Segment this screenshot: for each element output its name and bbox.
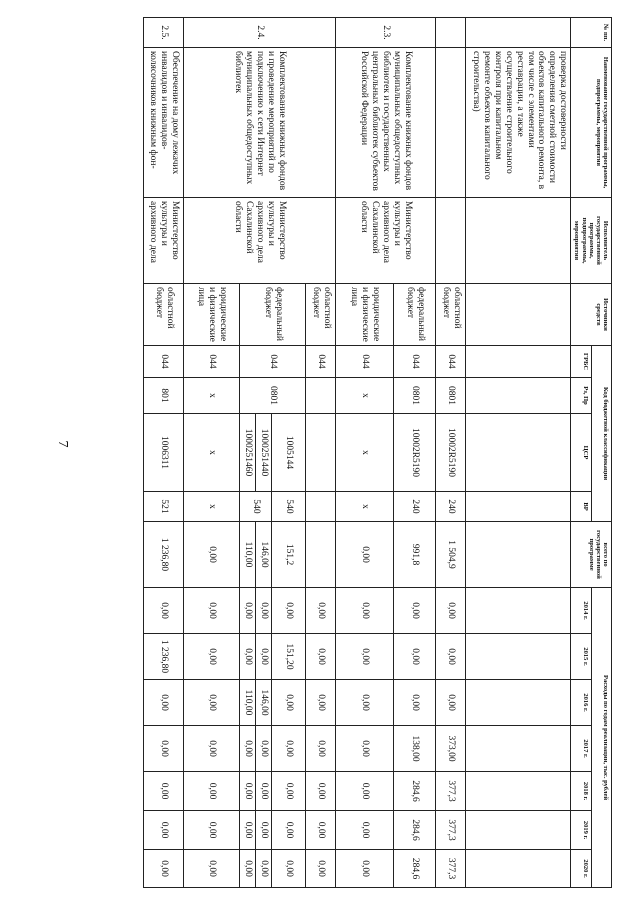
cell-grbs: 044 [336, 346, 394, 378]
cell-year: 0,00 [306, 811, 336, 850]
cell-year: 0,00 [336, 850, 394, 888]
header-year-2020: 2020 г. [571, 850, 591, 888]
header-year-2018: 2018 г. [571, 772, 591, 811]
header-year-2016: 2016 г. [571, 680, 591, 726]
cell-vr: 540 [240, 492, 272, 522]
cell-year: 0,00 [272, 680, 306, 726]
cell-num [466, 18, 571, 48]
cell-year: 1 236,80 [144, 634, 184, 680]
cell-executor [466, 198, 571, 284]
cell-year: 0,00 [272, 811, 306, 850]
cell-year: 0,00 [144, 772, 184, 811]
cell-name: проверка достоверности определения сметной стоимости объектов капитального ремонта, в том числе с элементами реставрации, а также осуществление строительного контроля при капитальном ремонте объектов капитального строительства) [466, 48, 571, 198]
cell-year: 0,00 [394, 588, 436, 634]
cell-rzpr: 0801 [394, 378, 436, 414]
header-year-2015: 2015 г. [571, 634, 591, 680]
cell-year: 0,00 [336, 772, 394, 811]
header-year-2017: 2017 г. [571, 726, 591, 772]
cell-year: 0,00 [336, 588, 394, 634]
cell-total: 1 504,9 [436, 522, 466, 588]
header-year-2014: 2014 г. [571, 588, 591, 634]
cell-year: 0,00 [256, 726, 272, 772]
cell-year: 377,3 [436, 811, 466, 850]
cell-rzpr: 801 [144, 378, 184, 414]
cell-year: 0,00 [184, 634, 240, 680]
cell-year: 0,00 [336, 680, 394, 726]
cell-source: федеральный бюджет [240, 284, 306, 346]
cell-source: областной бюджет [436, 284, 466, 346]
cell-year: 0,00 [306, 850, 336, 888]
cell-year: 0,00 [184, 850, 240, 888]
cell-year: 0,00 [184, 726, 240, 772]
cell-executor: Министерство культуры и архивного дела Сахалинской области [184, 198, 336, 284]
budget-table [143, 17, 612, 888]
cell-vr: 521 [144, 492, 184, 522]
header-budget-code: Код бюджетной классификации [591, 346, 611, 522]
cell-year: 0,00 [306, 726, 336, 772]
cell-total: 0,00 [336, 522, 394, 588]
header-year-2019: 2019 г. [571, 811, 591, 850]
cell-rzpr: x [336, 378, 394, 414]
header-name: Наименование государственной программы, подпрограммы, мероприятия [571, 48, 612, 198]
cell-vr: x [184, 492, 240, 522]
cell-year: 0,00 [306, 772, 336, 811]
cell-year: 0,00 [240, 634, 256, 680]
cell-total: 110,00 [240, 522, 256, 588]
cell-year: 110,00 [240, 680, 256, 726]
cell-csr: 1000251460 [240, 414, 256, 492]
cell-year: 0,00 [240, 772, 256, 811]
cell-total: 151,2 [272, 522, 306, 588]
header-num: № пп. [571, 18, 612, 48]
cell-grbs: 044 [436, 346, 466, 378]
cell-year: 0,00 [144, 811, 184, 850]
cell-csr [306, 414, 336, 492]
cell-csr: 1000251440 [256, 414, 272, 492]
cell-year: 146,00 [256, 680, 272, 726]
cell-year: 0,00 [306, 680, 336, 726]
cell-year: 0,00 [436, 680, 466, 726]
cell-grbs: 044 [144, 346, 184, 378]
cell-year: 0,00 [184, 811, 240, 850]
cell-num: 2.3. [336, 18, 436, 48]
table-row [436, 18, 466, 888]
cell-csr: x [336, 414, 394, 492]
cell-source: юридические и физические лица [336, 284, 394, 346]
cell-grbs: 044 [394, 346, 436, 378]
cell-year: 0,00 [144, 588, 184, 634]
cell-source: областной бюджет [306, 284, 336, 346]
header-csr: ЦСР [571, 414, 591, 492]
cell-year: 0,00 [240, 588, 256, 634]
cell-source [466, 284, 571, 346]
cell-year: 0,00 [184, 588, 240, 634]
table-row [394, 18, 436, 888]
cell-vr: x [336, 492, 394, 522]
cell-year: 0,00 [336, 726, 394, 772]
cell-grbs: 044 [306, 346, 336, 378]
cell-year: 284,6 [394, 772, 436, 811]
cell-csr: 1005144 [272, 414, 306, 492]
cell-name: Комплектование книжных фондов муниципальных общедоступных библиотек и государственных центральных библиотек субъектов Российской Федерации [336, 48, 436, 198]
cell-total: 991,8 [394, 522, 436, 588]
cell-year: 0,00 [394, 634, 436, 680]
cell-csr: x [184, 414, 240, 492]
cell-year: 0,00 [336, 811, 394, 850]
cell-vr: 540 [272, 492, 306, 522]
cell-year: 284,6 [394, 850, 436, 888]
header-row-1 [591, 18, 611, 888]
cell-year: 0,00 [336, 634, 394, 680]
cell-year: 0,00 [256, 634, 272, 680]
cell-year: 0,00 [272, 850, 306, 888]
cell-year: 0,00 [144, 680, 184, 726]
header-total: всего по государственной программе [571, 522, 612, 588]
cell-year: 0,00 [240, 726, 256, 772]
cell-source: федеральный бюджет [394, 284, 436, 346]
cell-source: юридические и физические лица [184, 284, 240, 346]
header-years-group: Расходы по годам реализации, тыс. рублей [591, 588, 611, 888]
header-source: Источники средств [571, 284, 612, 346]
cell-vr: 240 [394, 492, 436, 522]
cell-year: 377,3 [436, 772, 466, 811]
cell-year: 0,00 [240, 811, 256, 850]
cell-num: 2.4. [184, 18, 336, 48]
cell-total: 146,00 [256, 522, 272, 588]
cell-year: 0,00 [306, 588, 336, 634]
cell-rzpr: 0801 [240, 378, 306, 414]
cell-total [306, 522, 336, 588]
table-row [144, 18, 184, 888]
cell-year: 373,00 [436, 726, 466, 772]
cell-source: областной бюджет [144, 284, 184, 346]
cell-year: 0,00 [240, 850, 256, 888]
page-number: 7 [55, 440, 70, 448]
cell-rzpr: x [184, 378, 240, 414]
table-row-continuation [466, 18, 571, 888]
cell-total: 0,00 [184, 522, 240, 588]
header-grbs: ГРБС [571, 346, 591, 378]
header-executor: Исполнитель государственной программы, подпрограммы, мероприятия [571, 198, 612, 284]
cell-executor: Министерство культуры и архивного дела Сахалинской области [336, 198, 436, 284]
cell-year: 0,00 [144, 726, 184, 772]
cell-year: 0,00 [436, 588, 466, 634]
cell-year: 0,00 [256, 772, 272, 811]
table-row [306, 18, 336, 888]
cell-year: 151,20 [272, 634, 306, 680]
cell-vr: 240 [436, 492, 466, 522]
cell-csr: 1006311 [144, 414, 184, 492]
cell-year: 0,00 [394, 680, 436, 726]
header-vr: ВР [571, 492, 591, 522]
cell-year: 377,3 [436, 850, 466, 888]
cell-year: 0,00 [306, 634, 336, 680]
cell-grbs: 044 [184, 346, 240, 378]
cell-num: 2.5. [144, 18, 184, 48]
cell-csr: 10002R5190 [394, 414, 436, 492]
cell-year: 0,00 [184, 772, 240, 811]
cell-year: 0,00 [144, 850, 184, 888]
cell-year: 0,00 [272, 726, 306, 772]
cell-executor: Министерство культуры и архивного дела [144, 198, 184, 284]
cell-rzpr [306, 378, 336, 414]
cell-year: 0,00 [436, 634, 466, 680]
cell-name: Обеспечение на дому лежачих инвалидов и инвалидов-колясочников книжным фон- [144, 48, 184, 198]
cell-year: 0,00 [256, 850, 272, 888]
cell-vr [306, 492, 336, 522]
header-rzpr: Рз, Пр [571, 378, 591, 414]
cell-rzpr: 0801 [436, 378, 466, 414]
rotated-table-wrapper [82, 17, 612, 887]
cell-year: 0,00 [256, 588, 272, 634]
cell-year: 0,00 [272, 588, 306, 634]
cell-csr: 10002R5190 [436, 414, 466, 492]
cell-total: 1 236,80 [144, 522, 184, 588]
cell-year: 0,00 [184, 680, 240, 726]
cell-year: 0,00 [256, 811, 272, 850]
cell-year: 0,00 [272, 772, 306, 811]
cell-year: 138,00 [394, 726, 436, 772]
cell-name: Комплектование книжных фондов и проведение мероприятий по подключению к сети Интернет муниципальных общедоступных библиотек [184, 48, 336, 198]
cell-year: 284,6 [394, 811, 436, 850]
cell-grbs: 044 [240, 346, 306, 378]
